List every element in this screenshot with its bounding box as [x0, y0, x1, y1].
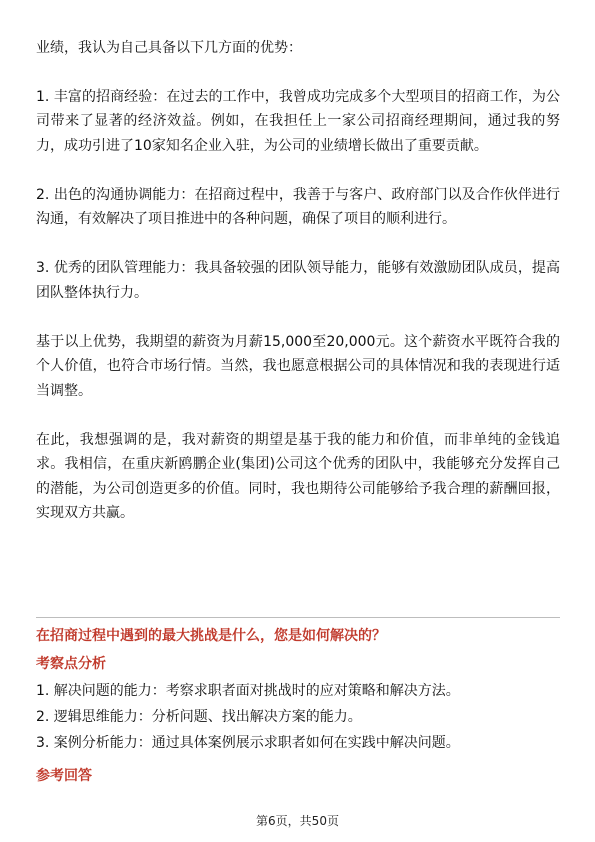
page-number: 第6页，共50页: [256, 814, 339, 828]
question-heading: 在招商过程中遇到的最大挑战是什么，您是如何解决的？: [36, 628, 386, 644]
analysis-item: 3. 案例分析能力：通过具体案例展示求职者如何在实践中解决问题。: [36, 735, 460, 751]
body-paragraph-team-management: 3. 优秀的团队管理能力：我具备较强的团队领导能力，能够有效激励团队成员，提高团队整体执行力。: [36, 260, 560, 301]
reference-answer-heading: 参考回答: [36, 768, 92, 784]
body-paragraph-communication: 2. 出色的沟通协调能力：在招商过程中，我善于与客户、政府部门以及合作伙伴进行沟通，有效解决了项目推进中的各种问题，确保了项目的顺利进行。: [36, 186, 560, 227]
answer-body: [36, 36, 560, 550]
section-divider: [36, 617, 560, 618]
body-paragraph-salary: 基于以上优势，我期望的薪资为月薪15,000至20,000元。这个薪资水平既符合我的个人价值，也符合市场行情。当然，我也愿意根据公司的具体情况和我的表现进行适当调整。: [36, 333, 560, 399]
analysis-heading: 考察点分析: [36, 656, 106, 672]
analysis-item: 1. 解决问题的能力：考察求职者面对挑战时的应对策略和解决方法。: [36, 683, 460, 699]
interview-question-block: [36, 624, 560, 788]
body-paragraph-closing: 在此，我想强调的是，我对薪资的期望是基于我的能力和价值，而非单纯的金钱追求。我相信，在重庆新鸥鹏企业(集团)公司这个优秀的团队中，我能够充分发挥自己的潜能，为公司创造更多的价值。同时，我也期待公司能够给予我合理的薪酬回报，实现双方共赢。: [36, 431, 560, 521]
analysis-item: 2. 逻辑思维能力：分析问题、找出解决方案的能力。: [36, 709, 362, 725]
body-paragraph-experience: 1. 丰富的招商经验：在过去的工作中，我曾成功完成多个大型项目的招商工作，为公司带来了显著的经济效益。例如，在我担任上一家公司招商经理期间，通过我的努力，成功引进了10家知名企业入驻，为公司的业绩增长做出了重要贡献。: [36, 88, 560, 154]
body-paragraph-intro: 业绩，我认为自己具备以下几方面的优势：: [36, 40, 302, 56]
